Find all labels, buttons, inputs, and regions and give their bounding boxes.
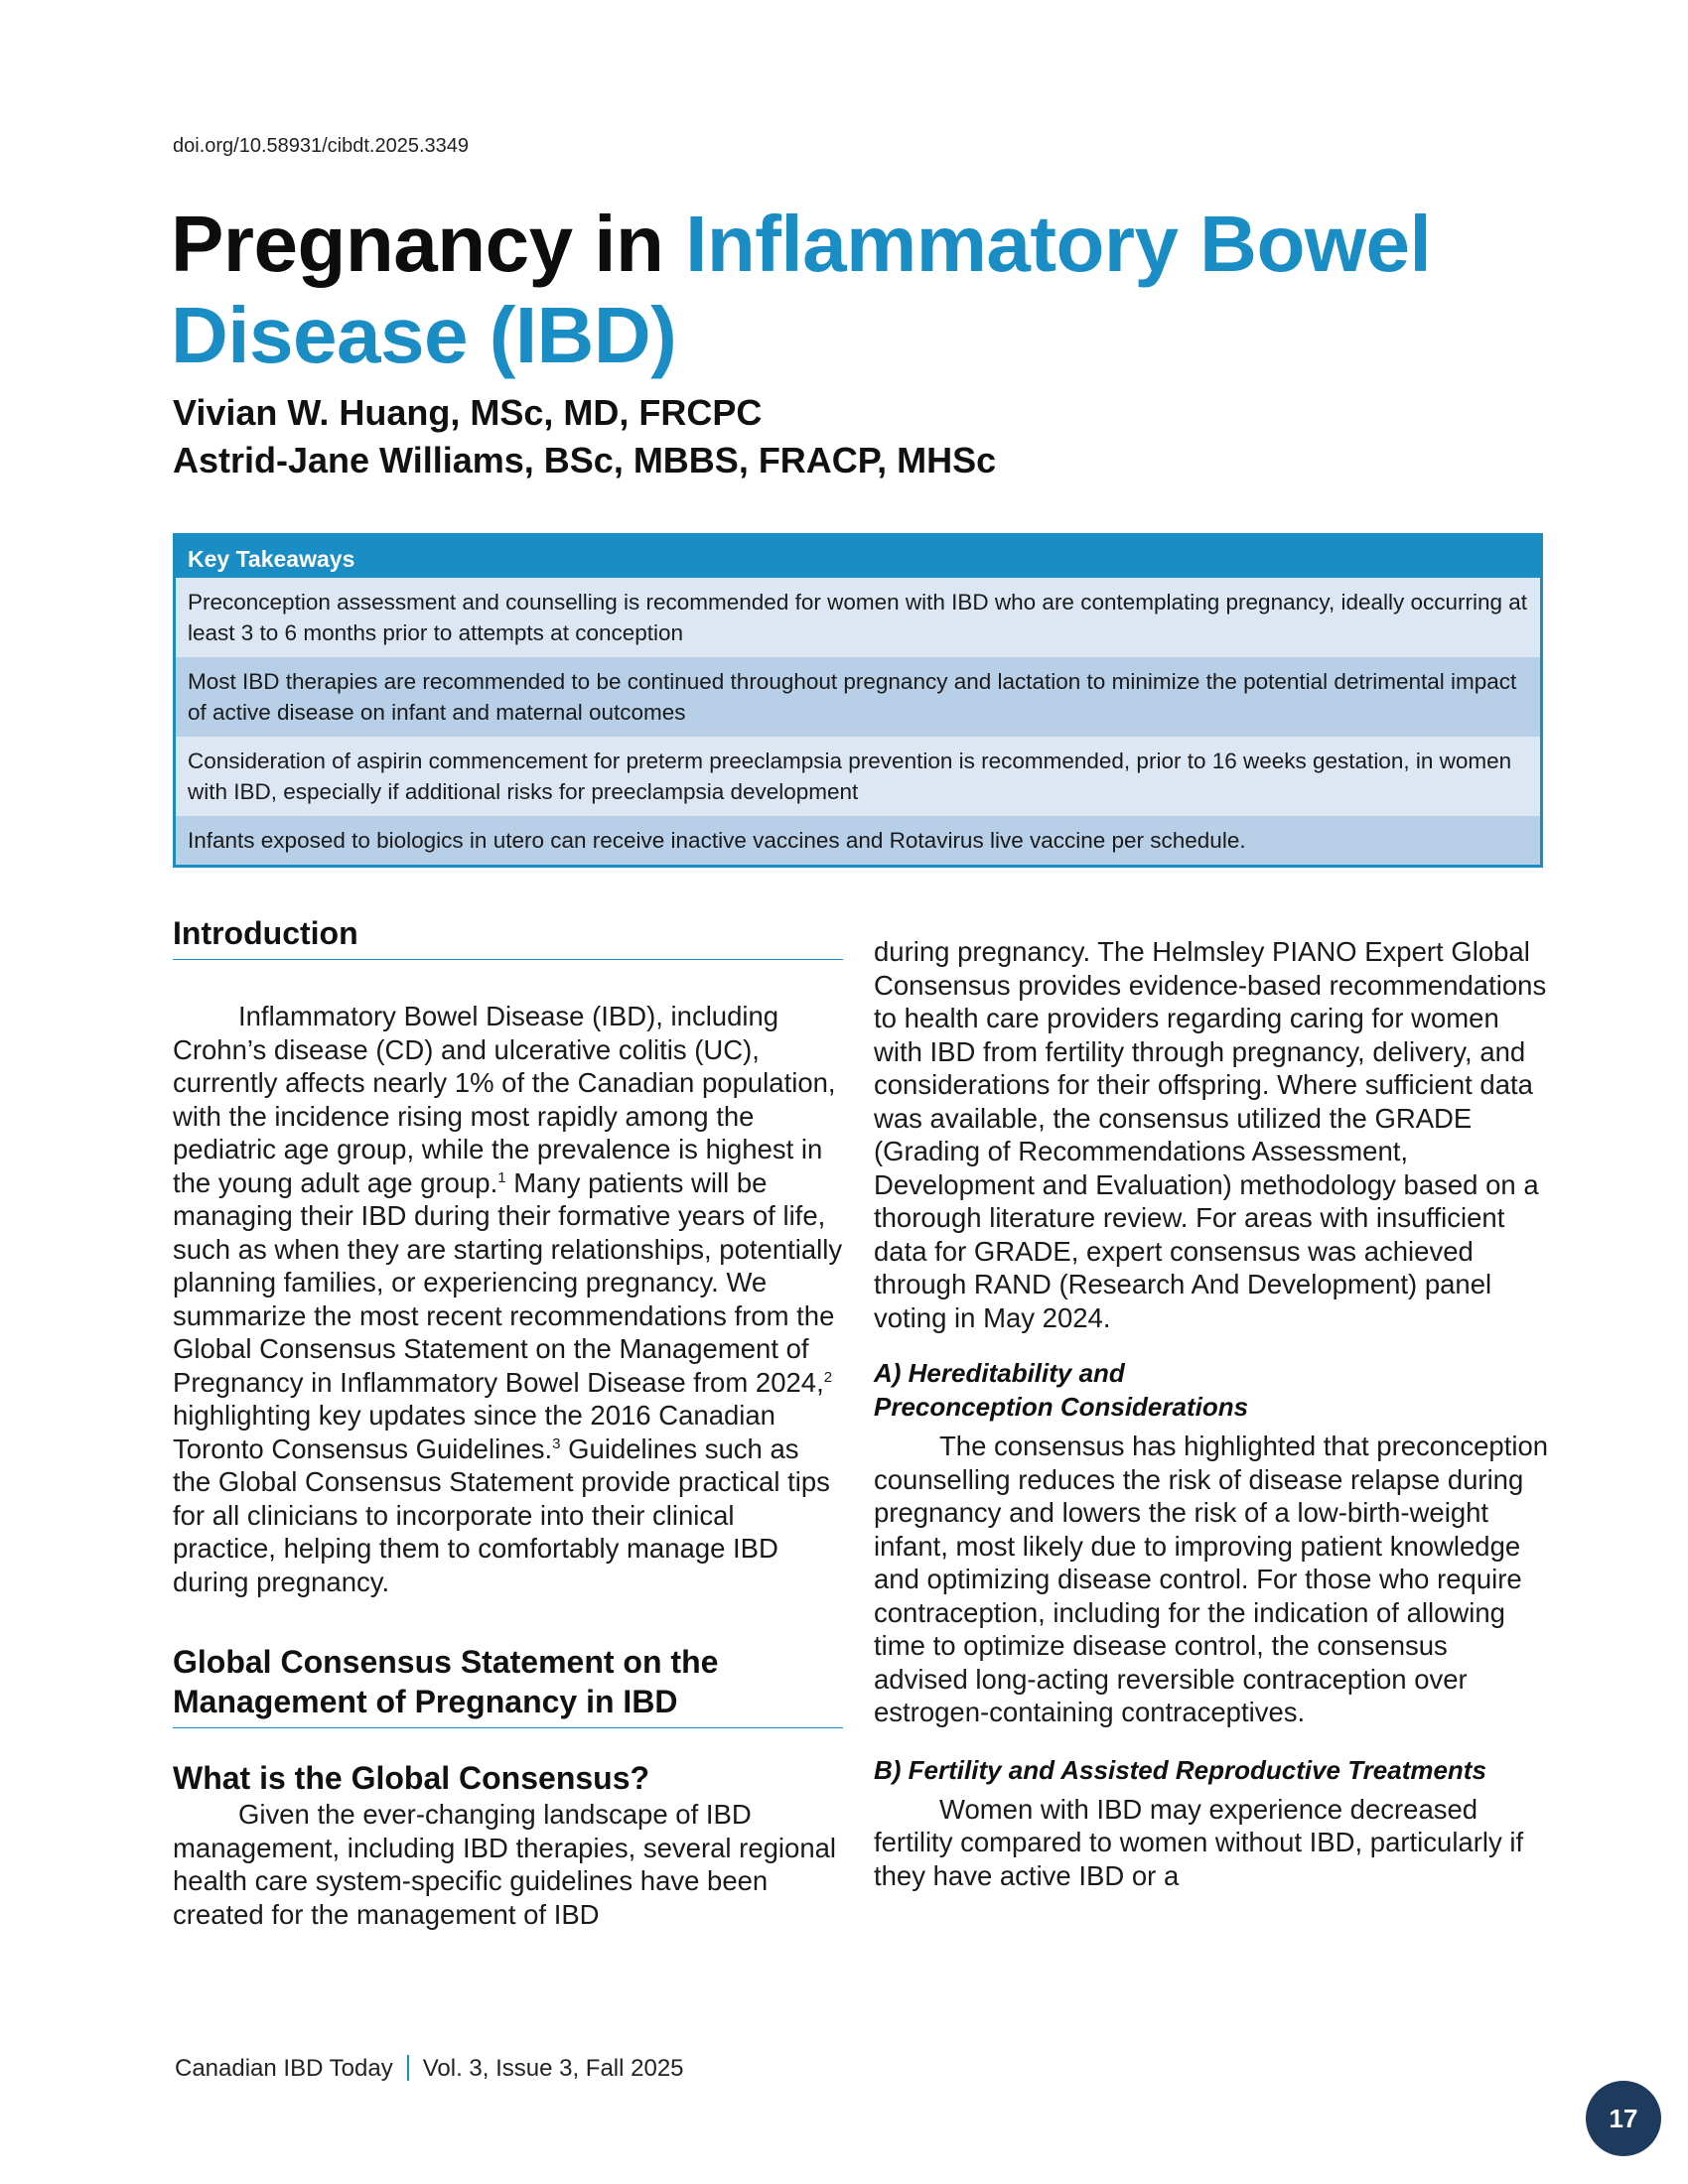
reference-3[interactable]: 3 [552, 1434, 561, 1452]
doi-link[interactable]: doi.org/10.58931/cibdt.2025.3349 [173, 135, 470, 157]
key-takeaways-box [173, 533, 1543, 868]
global-consensus-heading: Global Consensus Statement on the Management of Pregnancy in IBD [173, 1642, 843, 1728]
author-1: Vivian W. Huang, MSc, MD, FRCPC [173, 392, 763, 433]
journal-name: Canadian IBD Today [175, 2055, 393, 2082]
key-takeaways-heading: Key Takeaways [188, 546, 355, 572]
what-is-paragraph: Given the ever-changing landscape of IBD management, including IBD therapies, several regional health care system-specific guidelines have been created for the management of IBD [173, 1799, 837, 1930]
author-list [173, 389, 996, 484]
section-a-heading: A) Hereditability and Preconception Considerations [874, 1358, 1249, 1422]
introduction-paragraph: Inflammatory Bowel Disease (IBD), including Crohn’s disease (CD) and ulcerative colitis (UC), currently affects nearly 1% of the Canadian population, with the incidence rising most rapidly among the pediatric age group, while the prevalence is highest in the young adult age group.$^1$ Many patients will be managing their IBD during their formative years of life, such as when they are starting relationships, potentially planning families, or experiencing pregnancy. We summarize the most recent recommendations from the Global Consensus Statement on the Management of Pregnancy in Inflammatory Bowel Disease from 2024,$^2$ highlighting key updates since the 2016 Canadian Toronto Consensus Guidelines.$^3$ Guidelines such as the Global Consensus Statement provide practical tips for all clinicians to incorporate into their clinical practice, helping them to comfortably manage IBD during pregnancy. [173, 1001, 843, 1597]
issue-info: Vol. 3, Issue 3, Fall 2025 [422, 2055, 684, 2082]
title-part-2: Inflammatory Bowel Disease (IBD) [171, 200, 1432, 379]
section-b-heading: B) Fertility and Assisted Reproductive Treatments [874, 1754, 1486, 1785]
footer [175, 2055, 684, 2083]
page-number-badge: 17 [1586, 2081, 1661, 2156]
section-b-paragraph: Women with IBD may experience decreased fertility compared to women without IBD, particularly if they have active IBD or a [874, 1793, 1524, 1891]
title-part-1: Pregnancy in [171, 200, 686, 288]
introduction-heading: Introduction [173, 913, 843, 960]
left-column [173, 913, 843, 1931]
footer-divider [407, 2055, 409, 2081]
what-is-global-consensus-heading: What is the Global Consensus? [173, 1760, 650, 1796]
right-column [874, 935, 1549, 1892]
continued-paragraph: during pregnancy. The Helmsley PIANO Expert Global Consensus provides evidence-based recommendations to health care providers regarding caring for women with IBD from fertility through pregnancy, delivery, and considerations for their offspring. Where sufficient data was available, the consensus utilized the GRADE (Grading of Recommendations Assessment, Development and Evaluation) methodology based on a thorough literature review. For areas with insufficient data for GRADE, expert consensus was achieved through RAND (Research And Development) panel voting in May 2024. [874, 936, 1547, 1333]
section-a-paragraph: The consensus has highlighted that preconception counselling reduces the risk of disease relapse during pregnancy and lowers the risk of a low-birth-weight infant, most likely due to improving patient knowledge and optimizing disease control. For those who require contraception, including for the indication of allowing time to optimize disease control, the consensus advised long-acting reversible contraception over estrogen-containing contraceptives. [874, 1431, 1549, 1727]
article-title [171, 199, 1462, 381]
reference-1[interactable]: 1 [497, 1168, 506, 1186]
key-takeaway-item: Most IBD therapies are recommended to be continued throughout pregnancy and lactation to minimize the potential detrimental impact of active disease on infant and maternal outcomes [176, 657, 1540, 737]
key-takeaway-item: Preconception assessment and counselling is recommended for women with IBD who are contemplating pregnancy, ideally occurring at least 3 to 6 months prior to attempts at conception [176, 578, 1540, 657]
reference-2[interactable]: 2 [823, 1368, 833, 1386]
key-takeaway-item: Consideration of aspirin commencement for preterm preeclampsia prevention is recommended, prior to 16 weeks gestation, in women with IBD, especially if additional risks for preeclampsia development [176, 737, 1540, 816]
author-2: Astrid-Jane Williams, BSc, MBBS, FRACP, MHSc [173, 440, 997, 480]
key-takeaway-item: Infants exposed to biologics in utero can receive inactive vaccines and Rotavirus live vaccine per schedule. [176, 816, 1540, 865]
